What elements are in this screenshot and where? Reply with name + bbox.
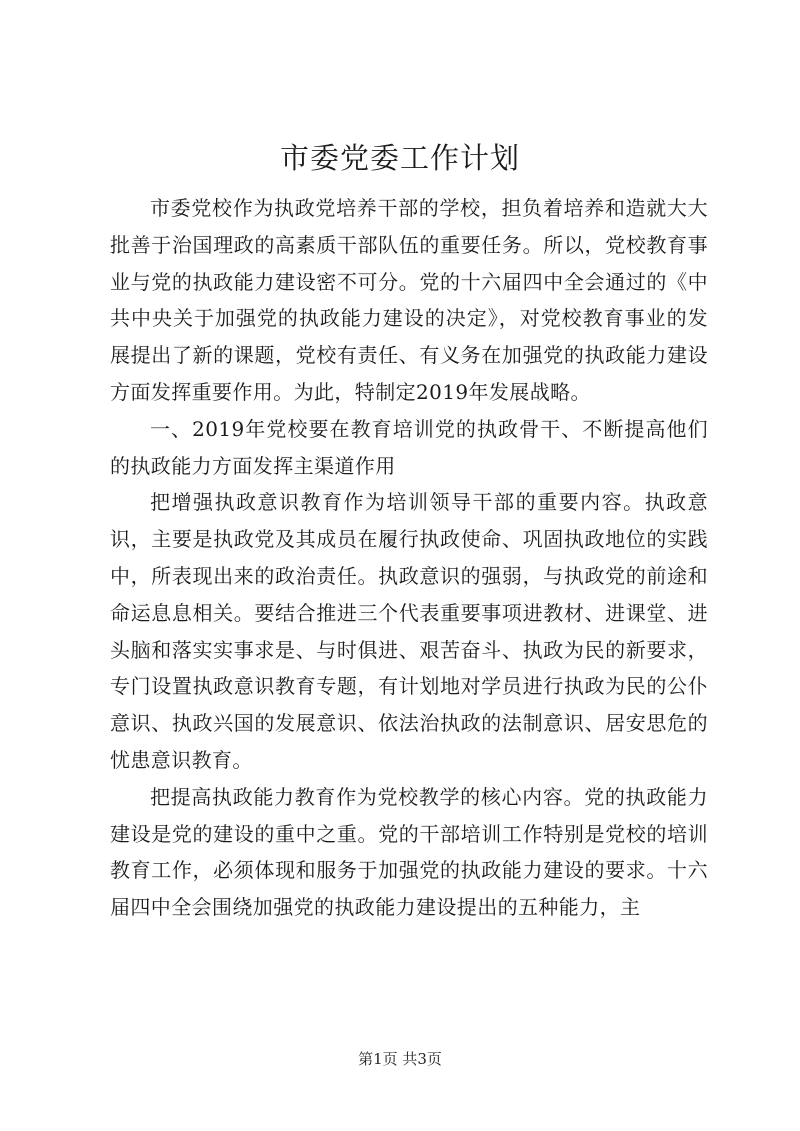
page-number-footer: 第1页 共3页: [358, 1050, 442, 1068]
paragraph-capability: 把提高执政能力教育作为党校教学的核心内容。党的执政能力建设是党的建设的重中之重。党的干部培训工作特别是党校的培训教育工作，必须体现和服务于加强党的执政能力建设的要求。十六届四中全会围绕加强党的执政能力建设提出的五种能力，主: [110, 784, 708, 920]
document-title: 市委党委工作计划: [279, 141, 520, 175]
section-heading-1: 一、2019年党校要在教育培训党的执政骨干、不断提高他们的执政能力方面发挥主渠道作用: [110, 416, 708, 478]
paragraph-intro: 市委党校作为执政党培养干部的学校，担负着培养和造就大大批善于治国理政的高素质干部队伍的重要任务。所以，党校教育事业与党的执政能力建设密不可分。党的十六届四中全会通过的《中共中央关于加强党的执政能力建设的决定》，对党校教育事业的发展提出了新的课题，党校有责任、有义务在加强党的执政能力建设方面发挥重要作用。为此，特制定2019年发展战略。: [110, 196, 708, 404]
paragraph-awareness: 把增强执政意识教育作为培训领导干部的重要内容。执政意识，主要是执政党及其成员在履行执政使命、巩固执政地位的实践中，所表现出来的政治责任。执政意识的强弱，与执政党的前途和命运息息相关。要结合推进三个代表重要事项进教材、进课堂、进头脑和落实实事求是、与时俱进、艰苦奋斗、执政为民的新要求，专门设置执政意识教育专题，有计划地对学员进行执政为民的公仆意识、执政兴国的发展意识、依法治执政的法制意识、居安思危的忧患意识教育。: [110, 490, 708, 772]
document-body: [110, 190, 708, 926]
